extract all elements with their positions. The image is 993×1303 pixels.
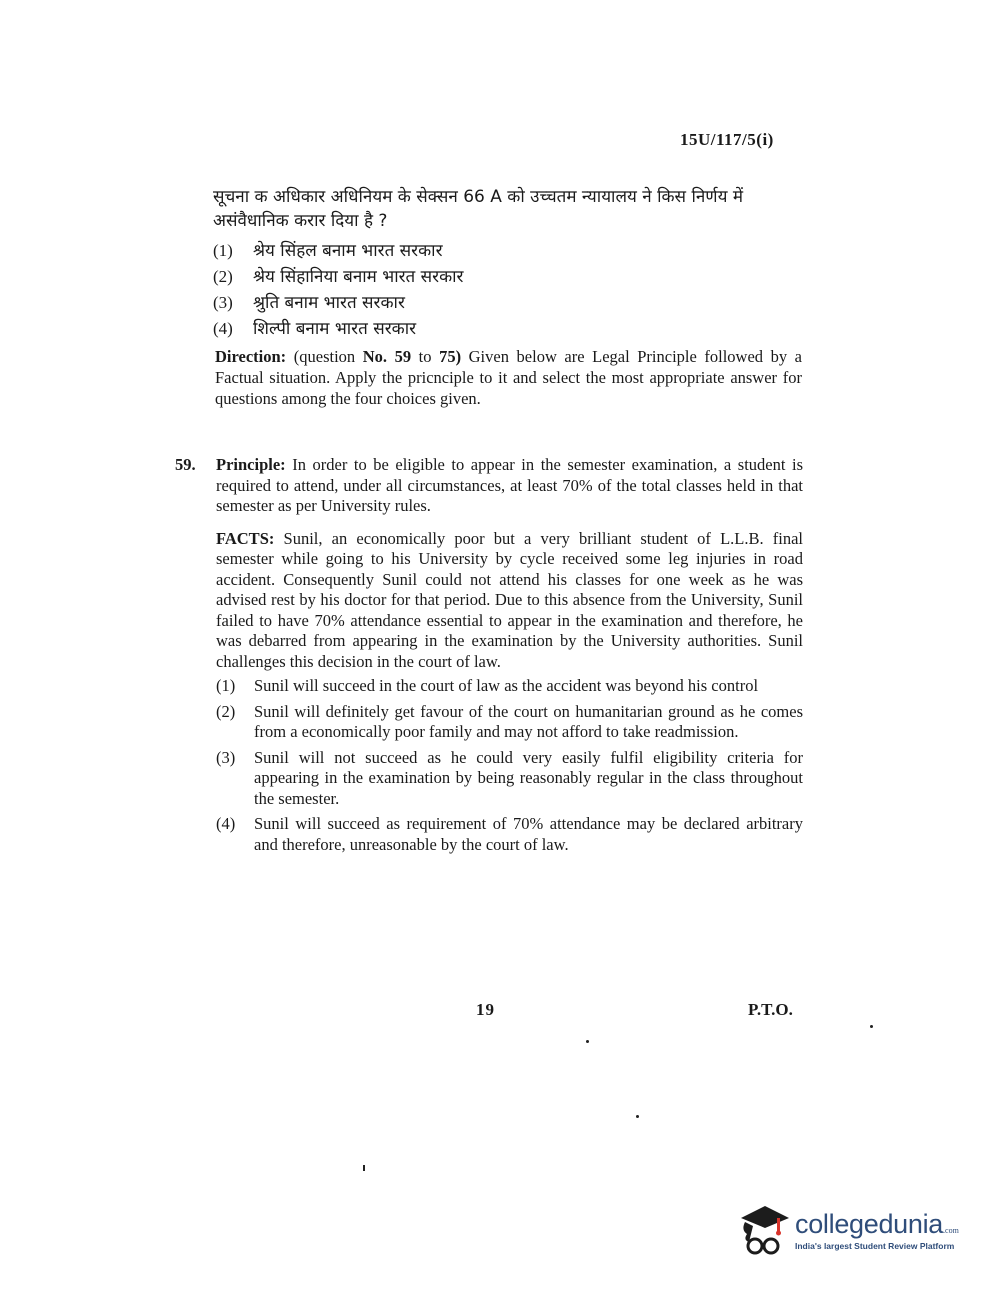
scan-speck [363, 1165, 365, 1171]
paper-code: 15U/117/5(i) [680, 130, 774, 149]
option-text: शिल्पी बनाम भारत सरकार [253, 319, 417, 339]
question-number: 59. [175, 455, 196, 474]
pto-label: P.T.O. [748, 1000, 793, 1019]
option-text: Sunil will succeed as requirement of 70% attendance may be declared arbitrary and therefore, unreasonable by the court of law. [254, 814, 803, 854]
logo-name: collegedunia [795, 1209, 944, 1239]
logo-suffix: .com [943, 1226, 959, 1235]
option-number: (4) [216, 814, 236, 833]
option-text: श्रुति बनाम भारत सरकार [253, 293, 405, 313]
option-number: (1) [213, 241, 233, 260]
direction-no-label: No. [362, 347, 388, 366]
option-59-2 [216, 702, 803, 743]
option-text: Sunil will not succeed as he could very easily fulfil eligibility criteria for appearing in the examination by being reasonably regular in the class throughout the semester. [254, 747, 803, 808]
option-number: (3) [216, 747, 236, 767]
principle-text: In order to be eligible to appear in the semester examination, a student is required to attend, under all circumstances, at least 70% of the total classes held in that semester as per University rules. [216, 455, 803, 515]
question-58-text: सूचना क अधिकार अधिनियम के सेक्सन 66 A को उच्चतम न्यायालय ने किस निर्णय में असंवैधानिक करार दिया है ? [213, 187, 744, 231]
direction-from: 59 [394, 347, 412, 366]
question-59 [175, 455, 803, 860]
direction-label: Direction: [215, 347, 287, 366]
option-59-3 [216, 748, 803, 810]
page-number: 19 [476, 1000, 495, 1019]
facts-label: FACTS: [216, 528, 275, 548]
question-58 [213, 185, 803, 343]
option-text: Sunil will definitely get favour of the court on humanitarian ground as he comes from a economically poor family and may not afford to take readmission. [254, 701, 803, 741]
direction-rest: Given below are Legal Principle followed by a Factual situation. Apply the pricnciple to it and select the most appropriate answer for questions among the four choices given. [215, 347, 802, 408]
option-59-4 [216, 814, 803, 855]
option-58-1 [213, 239, 803, 263]
scan-speck [870, 1025, 873, 1028]
principle-paragraph [216, 455, 803, 517]
scan-speck [636, 1115, 639, 1118]
option-text: Sunil will succeed in the court of law as the accident was beyond his control [254, 676, 759, 695]
option-58-2 [213, 265, 803, 289]
option-58-4 [213, 317, 803, 341]
option-number: (2) [213, 267, 233, 286]
direction-text: (question [286, 347, 363, 366]
option-number: (2) [216, 701, 236, 721]
collegedunia-watermark [735, 1195, 965, 1265]
principle-label: Principle: [216, 455, 286, 474]
option-text: श्रेय सिंहल बनाम भारत सरकार [253, 241, 443, 261]
option-number: (3) [213, 293, 233, 312]
direction-paragraph [215, 346, 802, 409]
facts-text: Sunil, an economically poor but a very brilliant student of L.L.B. final semester while going to his University by cycle received some leg injuries in road accident. Consequently Sunil could not attend his classes for one week as he was advised rest by his doctor for that period. Due to this absence from the University, Sunil failed to have 70% attendance essential to appear in the examination and therefore, he was debarred from appearing in the examination by the University authorities. Sunil challenges this decision in the court of law. [216, 528, 803, 671]
direction-to: 75) [439, 347, 462, 366]
scan-speck [586, 1040, 589, 1043]
facts-paragraph [216, 529, 803, 673]
direction-to-word: to [411, 347, 440, 366]
option-59-1 [216, 676, 803, 697]
logo-tagline: India's largest Student Review Platform [795, 1241, 955, 1251]
graduate-mascot-icon [735, 1200, 791, 1260]
option-text: श्रेय सिंहानिया बनाम भारत सरकार [253, 267, 464, 287]
option-number: (4) [213, 319, 233, 338]
option-58-3 [213, 291, 803, 315]
option-number: (1) [216, 676, 236, 695]
